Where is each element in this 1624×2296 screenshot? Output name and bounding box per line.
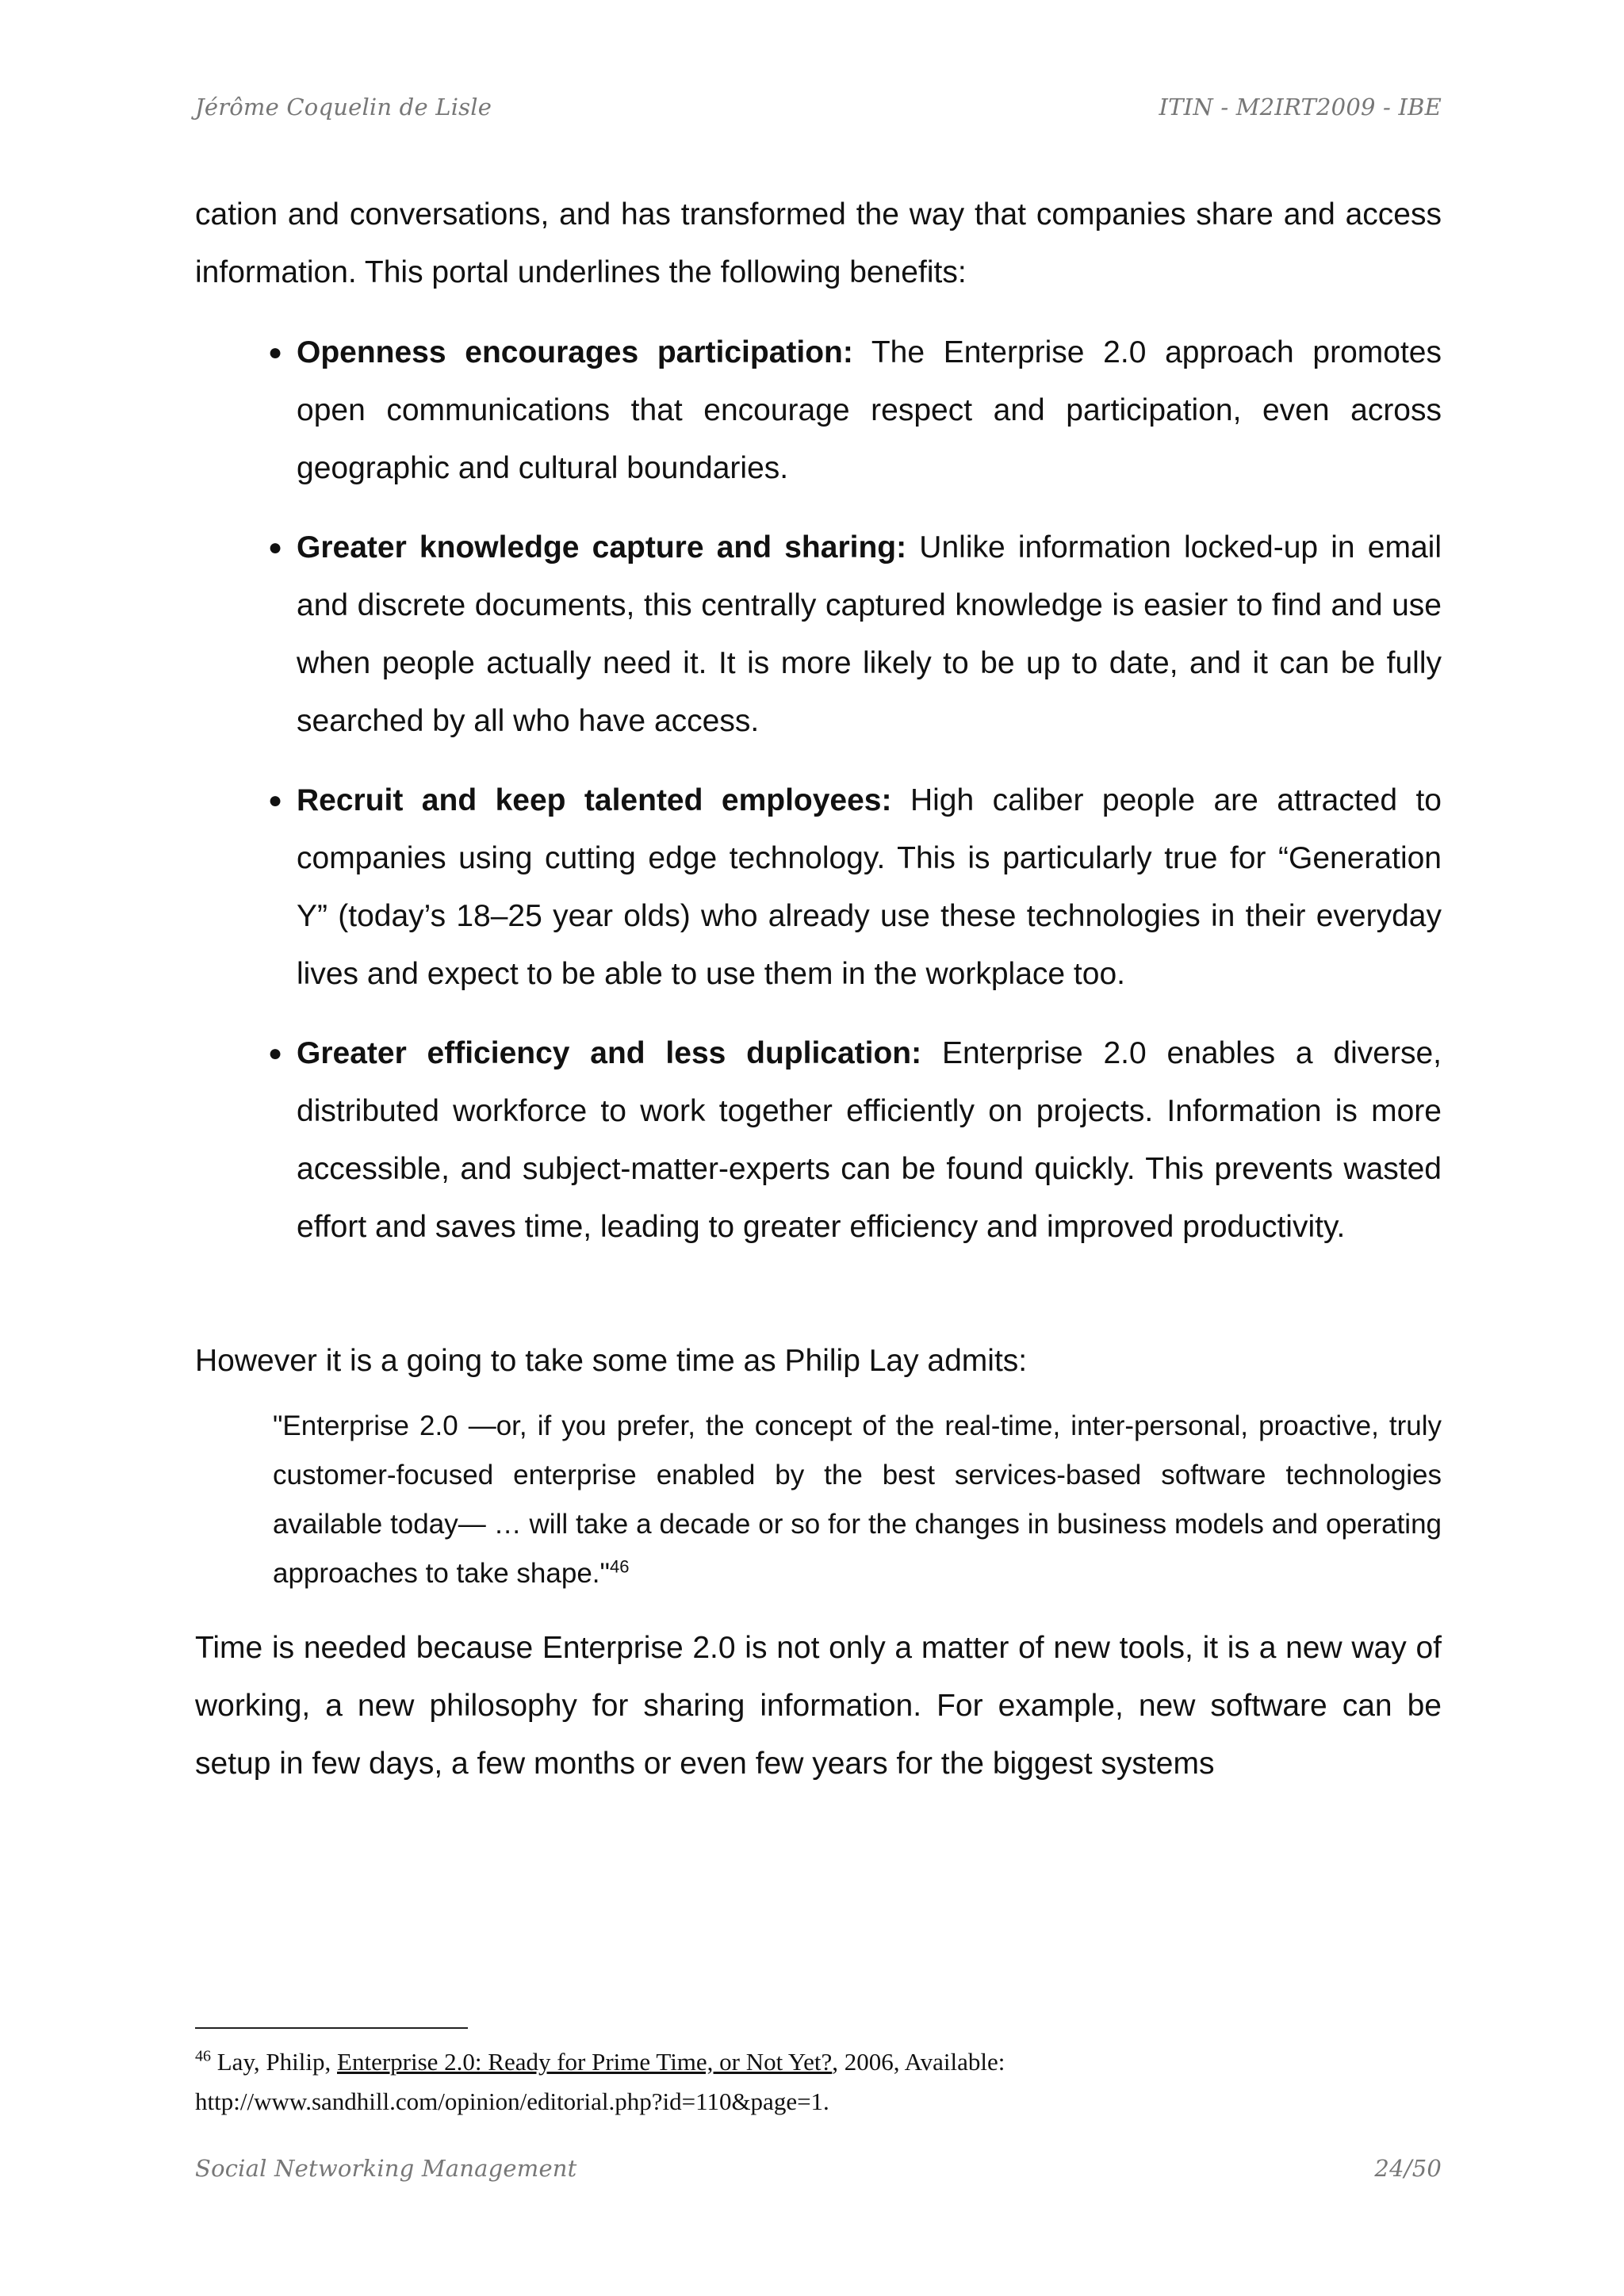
footnote-divider	[195, 2027, 468, 2029]
benefits-list	[195, 323, 1442, 1277]
bullet-icon: ●	[268, 339, 283, 365]
benefit-title: Recruit and keep talented employees:	[297, 783, 892, 817]
footnote	[195, 2042, 1442, 2122]
benefit-title: Greater efficiency and less duplication:	[297, 1036, 922, 1070]
bullet-icon: ●	[268, 1040, 283, 1066]
benefit-text: The Enterprise 2.0 approach promotes open communications that encourage respect and participation, even across geographic and cultural boundaries.	[297, 335, 1442, 485]
footnote-title-link[interactable]: Enterprise 2.0: Ready for Prime Time, or Not Yet?	[337, 2048, 833, 2076]
list-item	[195, 1024, 1442, 1256]
footnote-number: 46	[195, 2047, 211, 2065]
quote-text: "Enterprise 2.0 —or, if you prefer, the concept of the real-time, inter-personal, proactive, truly customer-focused enterprise enabled by the best services-based software technologies available today— … will take a decade or so for the changes in business models and operating approaches to take shape."	[273, 1410, 1442, 1589]
footer-document-title: Social Networking Management	[195, 2155, 577, 2182]
block-quote	[273, 1402, 1442, 1598]
header-author: Jérôme Coquelin de Lisle	[195, 94, 492, 121]
list-item	[195, 771, 1442, 1003]
benefit-title: Openness encourages participation:	[297, 335, 853, 369]
benefit-text: Enterprise 2.0 enables a diverse, distributed workforce to work together efficiently on projects. Information is more accessible, and subject-matter-experts can be found quickly. This prevents wasted effort and saves time, leading to greater efficiency and improved productivity.	[297, 1036, 1442, 1244]
footnote-author: Lay, Philip,	[216, 2048, 331, 2076]
paragraph-intro: cation and conversations, and has transformed the way that companies share and access information. This portal underlines the following benefits:	[195, 197, 1442, 289]
footer-page-number: 24/50	[1374, 2155, 1442, 2182]
benefit-text: High caliber people are attracted to companies using cutting edge technology. This is particularly true for “Generation Y” (today’s 18–25 year olds) who already use these technologies in their everyday lives and expect to be able to use them in the workplace too.	[297, 783, 1442, 991]
footnote-details: , 2006, Available: http://www.sandhill.com/opinion/editorial.php?id=110&page=1.	[195, 2048, 1005, 2115]
paragraph-however: However it is a going to take some time as Philip Lay admits:	[195, 1344, 1028, 1378]
footnote-reference[interactable]: 46	[609, 1556, 630, 1577]
paragraph-time-needed: Time is needed because Enterprise 2.0 is not only a matter of new tools, it is a new way of working, a new philosophy for sharing information. For example, new software can be setup in few days, a few months or even few years for the biggest systems	[195, 1631, 1442, 1781]
list-item	[195, 519, 1442, 750]
running-header	[195, 94, 1442, 121]
benefit-text: Unlike information locked-up in email and discrete documents, this centrally captured knowledge is easier to find and use when people actually need it. It is more likely to be up to date, and it can be fully searched by all who have access.	[297, 530, 1442, 738]
bullet-icon: ●	[268, 534, 283, 561]
bullet-icon: ●	[268, 787, 283, 813]
list-item	[195, 323, 1442, 497]
benefit-title: Greater knowledge capture and sharing:	[297, 530, 907, 564]
header-course: ITIN - M2IRT2009 - IBE	[1159, 94, 1442, 121]
running-footer	[195, 2155, 1442, 2182]
